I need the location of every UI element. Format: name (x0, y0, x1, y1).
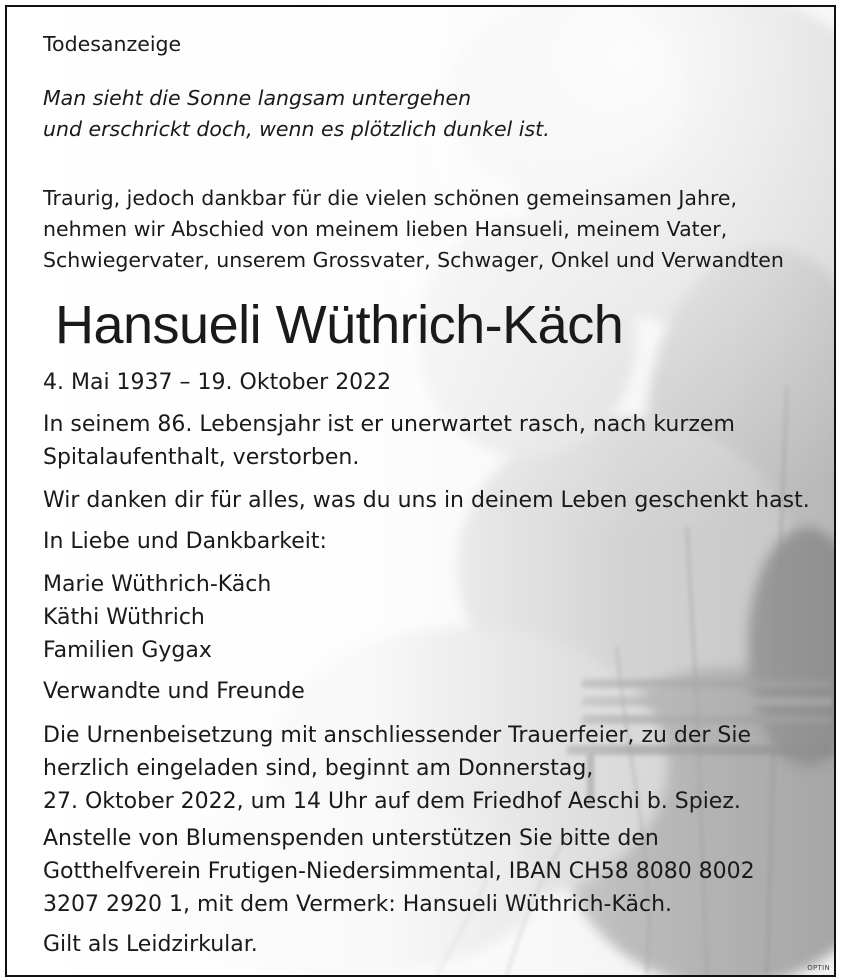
funeral-line: herzlich eingeladen sind, beginnt am Donnerstag, (43, 756, 594, 781)
notice-label: Todesanzeige (43, 32, 182, 56)
donation-line: Anstelle von Blumenspenden unterstützen Sie bitte den (43, 826, 659, 851)
funeral-line: 27. Oktober 2022, um 14 Uhr auf dem Friedhof Aeschi b. Spiez. (43, 789, 741, 814)
donation-line: Gotthelfverein Frutigen-Niedersimmental, IBAN CH58 8080 8002 (43, 859, 755, 884)
obituary-notice (5, 5, 836, 977)
mourners-list (43, 568, 271, 667)
quote-line: und erschrickt doch, wenn es plötzlich dunkel ist. (43, 117, 550, 141)
mourner-name: Marie Wüthrich-Käch (43, 572, 272, 597)
funeral-line: Die Urnenbeisetzung mit anschliessender Trauerfeier, zu der Sie (43, 723, 752, 748)
intro-line: Traurig, jedoch dankbar für die vielen schönen gemeinsamen Jahre, (43, 186, 738, 210)
quote-line: Man sieht die Sonne langsam untergehen (43, 86, 472, 110)
deceased-name: Hansueli Wüthrich-Käch (55, 295, 624, 355)
notice-text (7, 7, 834, 975)
intro-line: Schwiegervater, unserem Grossvater, Schwager, Onkel und Verwandten (43, 248, 784, 272)
donation-line: 3207 2920 1, mit dem Vermerk: Hansueli Wüthrich-Käch. (43, 892, 673, 917)
age-line: Spitalaufenthalt, verstorben. (43, 445, 360, 470)
age-paragraph (43, 408, 735, 474)
donation-paragraph (43, 822, 755, 921)
intro-line: nehmen wir Abschied von meinem lieben Hansueli, meinem Vater, (43, 217, 728, 241)
intro-paragraph (43, 183, 784, 276)
funeral-paragraph (43, 719, 751, 818)
love-line: In Liebe und Dankbarkeit: (43, 529, 327, 554)
mourner-name: Familien Gygax (43, 638, 212, 663)
quote (43, 83, 550, 145)
publisher-credit: OPTIN (807, 964, 830, 972)
life-dates: 4. Mai 1937 – 19. Oktober 2022 (43, 370, 392, 395)
circular-note: Gilt als Leidzirkular. (43, 932, 258, 957)
mourner-name: Käthi Wüthrich (43, 605, 205, 630)
age-line: In seinem 86. Lebensjahr ist er unerwartet rasch, nach kurzem (43, 412, 735, 437)
relatives-line: Verwandte und Freunde (43, 679, 305, 704)
thanks-line: Wir danken dir für alles, was du uns in deinem Leben geschenkt hast. (43, 488, 810, 513)
